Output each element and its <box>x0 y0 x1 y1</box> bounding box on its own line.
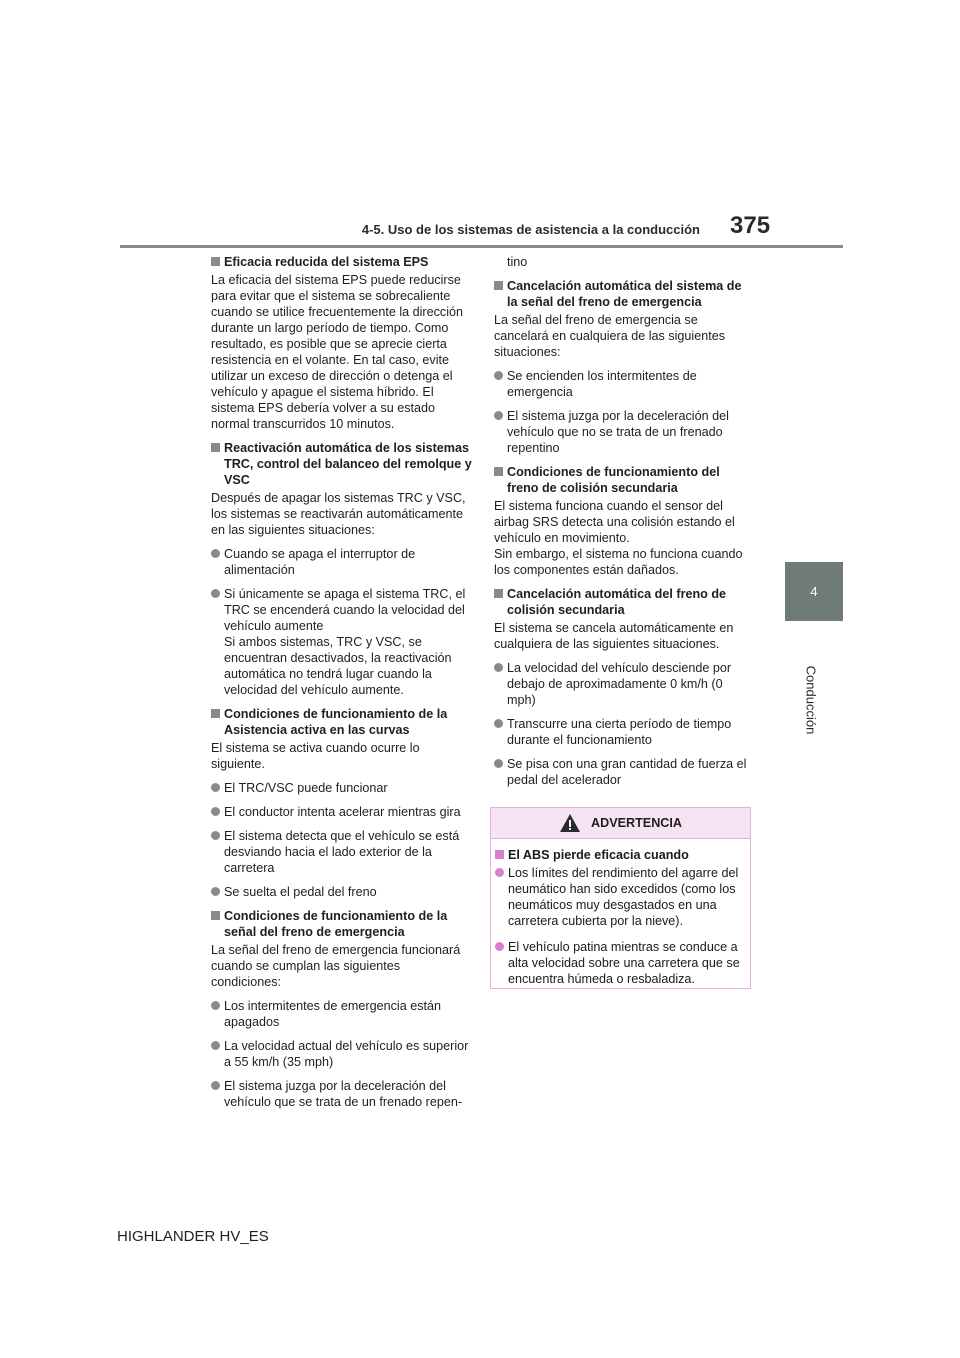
square-bullet-icon <box>495 850 504 859</box>
square-bullet-icon <box>211 911 220 920</box>
round-bullet-icon <box>495 868 504 877</box>
list-item-text: Si únicamente se apaga el sistema TRC, el TRC se encenderá cuando la velocidad del vehículo aumente <box>224 587 466 633</box>
square-bullet-icon <box>494 589 503 598</box>
list-item <box>494 368 752 400</box>
list-item <box>211 586 473 698</box>
heading-text: Eficacia reducida del sistema EPS <box>224 255 429 269</box>
section-heading <box>211 706 473 738</box>
list-item-text: El sistema detecta que el vehículo se está desviando hacia el lado exterior de la carretera <box>224 829 460 875</box>
warning-heading <box>495 847 740 863</box>
section-heading <box>211 440 473 488</box>
paragraph: El sistema se cancela automáticamente en cualquiera de las siguientes situaciones. <box>494 621 734 651</box>
round-bullet-icon <box>211 831 220 840</box>
paragraph: La señal del freno de emergencia se cancelará en cualquiera de las siguientes situaciones: <box>494 313 726 359</box>
list-item <box>211 780 473 796</box>
list-item-text: La velocidad actual del vehículo es superior a 55 km/h (35 mph) <box>224 1039 469 1069</box>
heading-text: El ABS pierde eficacia cuando <box>508 848 689 862</box>
section-heading <box>494 586 752 618</box>
left-column <box>211 254 473 1118</box>
footer-model-name: HIGHLANDER HV_ES <box>117 1228 269 1245</box>
right-column <box>494 254 752 796</box>
round-bullet-icon <box>211 887 220 896</box>
list-item <box>495 939 740 987</box>
section-heading <box>211 908 473 940</box>
header-rule <box>120 245 843 248</box>
round-bullet-icon <box>211 807 220 816</box>
list-item <box>211 998 473 1030</box>
paragraph: Después de apagar los sistemas TRC y VSC, los sistemas se reactivarán automáticamente en las siguientes situaciones: <box>211 491 466 537</box>
paragraph: La eficacia del sistema EPS puede reducirse para evitar que el sistema se sobrecaliente cuando se utilice frecuentemente la dirección durante un largo período de tiempo. Como resultado, es posible que se aprecie cierta resistencia en el volante. En tal caso, evite utilizar un exceso de dirección o detenga el vehículo y apague el sistema híbrido. El sistema EPS debería volver a su estado normal transcurridos 10 minutos. <box>211 273 464 431</box>
list-item <box>494 660 752 708</box>
square-bullet-icon <box>494 281 503 290</box>
list-item-text: El sistema juzga por la deceleración del vehículo que no se trata de un frenado repentino <box>507 409 729 455</box>
list-item-text: Cuando se apaga el interruptor de alimentación <box>224 547 416 577</box>
chapter-tab[interactable]: 4 <box>785 562 843 621</box>
list-item <box>494 756 752 788</box>
list-item-text: Transcurre una cierta período de tiempo durante el funcionamiento <box>507 717 732 747</box>
list-item-text: Se suelta el pedal del freno <box>224 885 377 899</box>
list-item <box>211 546 473 578</box>
square-bullet-icon <box>211 257 220 266</box>
square-bullet-icon <box>211 443 220 452</box>
heading-text: Cancelación automática del sistema de la señal del freno de emergencia <box>507 279 742 309</box>
round-bullet-icon <box>494 371 503 380</box>
list-item <box>211 1038 473 1070</box>
square-bullet-icon <box>211 709 220 718</box>
warning-header <box>491 808 750 839</box>
list-item <box>211 828 473 876</box>
list-item-text: El vehículo patina mientras se conduce a alta velocidad sobre una carretera que se encuentra húmeda o resbaladiza. <box>508 940 740 986</box>
paragraph-text: Sin embargo, el sistema no funciona cuando los componentes están dañados. <box>494 547 743 577</box>
list-item-text: El conductor intenta acelerar mientras gira <box>224 805 461 819</box>
warning-triangle-icon <box>559 813 581 833</box>
warning-box <box>490 807 751 989</box>
warning-body <box>491 839 750 987</box>
page-number: 375 <box>730 212 771 239</box>
round-bullet-icon <box>211 589 220 598</box>
paragraph-text: El sistema funciona cuando el sensor del airbag SRS detecta una colisión estando el vehículo en movimiento. <box>494 499 735 545</box>
round-bullet-icon <box>211 549 220 558</box>
chapter-title: Conducción <box>803 665 819 735</box>
section-title: 4-5. Uso de los sistemas de asistencia a la conducción <box>361 222 700 237</box>
list-item-text: Se encienden los intermitentes de emergencia <box>507 369 697 399</box>
heading-text: Reactivación automática de los sistemas TRC, control del balanceo del remolque y VSC <box>224 441 472 487</box>
round-bullet-icon <box>211 1081 220 1090</box>
round-bullet-icon <box>494 663 503 672</box>
list-item <box>211 804 473 820</box>
paragraph <box>494 498 752 578</box>
list-item-text: Si ambos sistemas, TRC y VSC, se encuentran desactivados, la reactivación automática no tendrá lugar cuando la velocidad del vehículo aumente. <box>224 635 452 697</box>
round-bullet-icon <box>494 759 503 768</box>
round-bullet-icon <box>494 411 503 420</box>
list-item-text: Se pisa con una gran cantidad de fuerza el pedal del acelerador <box>507 757 747 787</box>
round-bullet-icon <box>211 1001 220 1010</box>
round-bullet-icon <box>211 1041 220 1050</box>
list-item-text: Los intermitentes de emergencia están apagados <box>224 999 442 1029</box>
round-bullet-icon <box>494 719 503 728</box>
square-bullet-icon <box>494 467 503 476</box>
warning-title: ADVERTENCIA <box>591 816 682 830</box>
list-item <box>211 1078 473 1110</box>
heading-text: Cancelación automática del freno de colisión secundaria <box>507 587 727 617</box>
list-item <box>211 884 473 900</box>
heading-text: Condiciones de funcionamiento del freno de colisión secundaria <box>507 465 720 495</box>
list-item <box>494 408 752 456</box>
round-bullet-icon <box>211 783 220 792</box>
paragraph: La señal del freno de emergencia funcionará cuando se cumplan las siguientes condiciones: <box>211 943 461 989</box>
heading-text: Condiciones de funcionamiento de la señal del freno de emergencia <box>224 909 448 939</box>
heading-text: Condiciones de funcionamiento de la Asistencia activa en las curvas <box>224 707 448 737</box>
section-heading <box>494 464 752 496</box>
round-bullet-icon <box>495 942 504 951</box>
list-item-text: Los límites del rendimiento del agarre del neumático han sido excedidos (como los neumáticos muy desgastados en una carretera cubierta por la nieve). <box>508 866 739 928</box>
list-item-text: El sistema juzga por la deceleración del vehículo que se trata de un frenado repen- <box>224 1079 463 1109</box>
paragraph: El sistema se activa cuando ocurre lo siguiente. <box>211 741 420 771</box>
list-item <box>495 865 740 929</box>
list-item-text: El TRC/VSC puede funcionar <box>224 781 388 795</box>
list-item-text: La velocidad del vehículo desciende por debajo de aproximadamente 0 km/h (0 mph) <box>507 661 732 707</box>
list-item <box>494 716 752 748</box>
section-heading <box>494 278 752 310</box>
paragraph-continuation: tino <box>507 255 528 269</box>
section-heading <box>211 254 473 270</box>
